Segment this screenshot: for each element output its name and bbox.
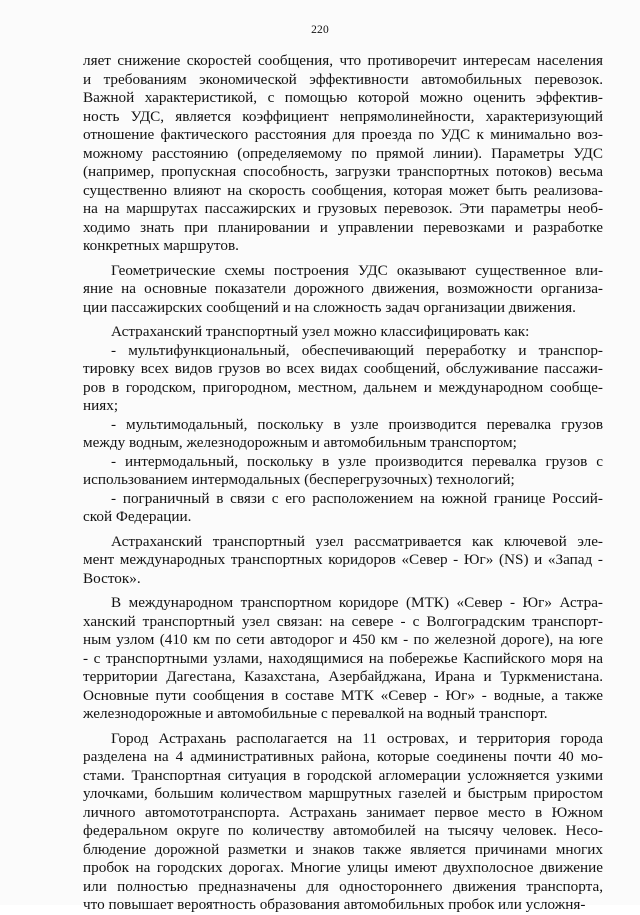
text-line: ции пассажирских сообщений и на сложность задач организации движения. xyxy=(83,298,576,316)
text-line: или полностью предназначены для одностороннего движения транспорта, xyxy=(83,877,603,895)
text-line: существенно влияют на скорость сообщения, которая может быть реализова- xyxy=(83,181,603,199)
paragraph xyxy=(83,342,603,416)
paragraph xyxy=(83,490,603,527)
text-line: на на маршрутах пассажирских и грузовых перевозок. Эти параметры необ- xyxy=(83,200,603,217)
text-line: блюдение дорожной разметки и знаков также является причинами многих xyxy=(83,840,603,858)
paragraph xyxy=(83,533,603,589)
text-line: ниях; xyxy=(83,397,119,414)
text-line: (например, пропускная способность, загрузки транспортных потоков) весьма xyxy=(83,163,603,180)
text-line: тировку всех видов грузов во всех видах сообщений, обслуживание пассажи- xyxy=(83,360,603,377)
text-line: пробок на городских дорогах. Многие улицы имеют двухполосное движение xyxy=(83,859,603,876)
text-line: В международном транспортном коридоре (МТК) «Север - Юг» Астра- xyxy=(111,594,603,611)
text-line: ляет снижение скоростей сообщения, что противоречит интересам населения xyxy=(83,52,603,69)
text-line: Важной характеристикой, с помощью которой можно оценить эффектив- xyxy=(83,89,603,106)
text-line: стами. Транспортная ситуация в городской агломерации усложняется узкими xyxy=(83,766,603,784)
text-line: Основные пути сообщения в составе МТК «Север - Юг» - водные, а также xyxy=(83,686,603,704)
text-line: - пограничный в связи с его расположением на южной границе Россий- xyxy=(111,489,603,507)
paragraph xyxy=(83,52,603,256)
paragraph xyxy=(83,594,603,724)
text-line: отношение фактического расстояния для проезда по УДС к минимально воз- xyxy=(83,126,603,143)
paragraph xyxy=(83,730,603,915)
text-line: Геометрические схемы построения УДС оказывают существенное вли- xyxy=(111,261,603,279)
paragraph xyxy=(83,453,603,490)
text-line: ность УДС, является коэффициент непрямолинейности, характеризующий xyxy=(83,107,603,125)
text-line: ской Федерации. xyxy=(83,508,192,525)
text-line: использованием интермодальных (бесперегрузочных) технологий; xyxy=(83,471,515,488)
text-line: ров в городском, пригородном, местном, дальнем и международном сообще- xyxy=(83,378,603,396)
text-line: улочками, большим количеством маршрутных газелей и быстрым приростом xyxy=(83,785,603,802)
text-line: конкретных маршрутов. xyxy=(83,237,239,254)
text-line: Астраханский транспортный узел рассматривается как ключевой эле- xyxy=(111,532,603,550)
text-line: мент международных транспортных коридоров «Север - Юг» (NS) и «Запад - xyxy=(83,551,603,568)
text-line: - мультифункциональный, обеспечивающий переработку и транспор- xyxy=(111,341,603,359)
paragraph xyxy=(83,416,603,453)
text-line: ханский транспортный узел связан: на севере - с Волгоградским транспорт- xyxy=(83,612,603,630)
text-line: - интермодальный, поскольку в узле производится перевалка грузов с xyxy=(111,452,603,470)
text-line: разделена на 4 административных района, которые соединены почти 40 мо- xyxy=(83,748,603,765)
paragraph xyxy=(83,262,603,318)
body-text xyxy=(83,52,603,915)
paragraph xyxy=(83,323,603,342)
text-line: Астраханский транспортный узел можно классифицировать как: xyxy=(111,323,530,340)
text-line: Восток». xyxy=(83,569,141,587)
text-line: Город Астрахань располагается на 11 островах, и территория города xyxy=(111,729,603,747)
page-number: 220 xyxy=(311,24,329,36)
text-line: ходимо знать при планировании и управлении перевозками и разработке xyxy=(83,218,603,236)
text-line: - мультимодальный, поскольку в узле производится перевалка грузов xyxy=(111,415,603,433)
text-line: между водным, железнодорожным и автомобильным транспортом; xyxy=(83,434,517,451)
text-line: и требованиям экономической эффективности автомобильных перевозок. xyxy=(83,70,603,88)
text-line: можному расстоянию (определяемому по прямой линии). Параметры УДС xyxy=(83,144,603,162)
text-line: личного автомототранспорта. Астрахань занимает первое место в Южном xyxy=(83,803,603,821)
text-line: железнодорожные и автомобильные с перевалкой на водный транспорт. xyxy=(83,705,548,722)
text-line: федеральном округе по количеству автомобилей на тысячу человек. Несо- xyxy=(83,822,603,839)
text-line: ным узлом (410 км по сети автодорог и 450 км - по железной дороге), на юге xyxy=(83,631,603,648)
text-line: яние на основные показатели дорожного движения, возможности организа- xyxy=(83,280,603,297)
text-line: - с транспортными узлами, находящимися на побережье Каспийского моря на xyxy=(83,649,603,667)
text-line: что повышает вероятность образования автомобильных пробок или усложня- xyxy=(83,896,586,913)
text-line: территории Дагестана, Казахстана, Азербайджана, Ирана и Туркменистана. xyxy=(83,668,603,685)
